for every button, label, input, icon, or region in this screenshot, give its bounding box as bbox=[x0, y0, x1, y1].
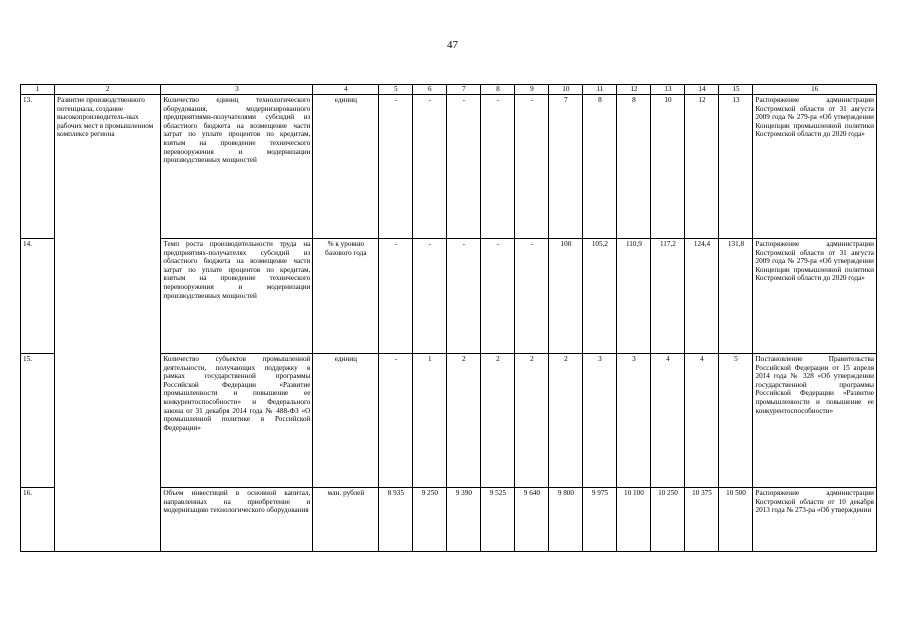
value-cell: - bbox=[379, 95, 413, 239]
value-cell: 9 390 bbox=[447, 488, 481, 552]
header-cell: 2 bbox=[55, 85, 161, 95]
value-cell: 8 bbox=[617, 95, 651, 239]
value-cell: - bbox=[379, 239, 413, 354]
header-cell: 6 bbox=[413, 85, 447, 95]
header-cell: 5 bbox=[379, 85, 413, 95]
value-cell: 2 bbox=[515, 354, 549, 488]
value-cell: 8 bbox=[583, 95, 617, 239]
header-cell: 8 bbox=[481, 85, 515, 95]
value-cell: 1 bbox=[413, 354, 447, 488]
value-cell: 100 bbox=[549, 239, 583, 354]
document-cell: Постановление Правительства Российской Федерации от 15 апреля 2014 года № 328 «Об утверждении государственной программы Российской Федерации «Развитие промышленности и повышение ее конкурентоспособности» bbox=[753, 354, 877, 488]
value-cell: 9 975 bbox=[583, 488, 617, 552]
row-number: 14. bbox=[21, 239, 55, 354]
document-cell: Распоряжение администрации Костромской области от 31 августа 2009 года № 279-ра «Об утверждении Концепции промышленной политики Костромской области до 2020 года» bbox=[753, 95, 877, 239]
value-cell: 110,9 bbox=[617, 239, 651, 354]
value-cell: 12 bbox=[685, 95, 719, 239]
row-number: 16. bbox=[21, 488, 55, 552]
value-cell: 9 250 bbox=[413, 488, 447, 552]
unit-cell: единиц bbox=[313, 354, 379, 488]
header-cell: 3 bbox=[161, 85, 313, 95]
value-cell: 3 bbox=[617, 354, 651, 488]
header-cell: 15 bbox=[719, 85, 753, 95]
row-number: 15. bbox=[21, 354, 55, 488]
header-cell: 11 bbox=[583, 85, 617, 95]
goal-cell: Развитие производственного потенциала, создание высокопроизводитель-ных рабочих мест в промышленном комплексе региона bbox=[55, 95, 161, 552]
value-cell: 4 bbox=[685, 354, 719, 488]
indicator-cell: Объем инвестиций в основной капитал, направленных на приобретение и модернизацию технологического оборудования bbox=[161, 488, 313, 552]
value-cell: - bbox=[481, 95, 515, 239]
value-cell: 10 100 bbox=[617, 488, 651, 552]
value-cell: - bbox=[515, 239, 549, 354]
header-row bbox=[21, 85, 877, 95]
value-cell: 7 bbox=[549, 95, 583, 239]
unit-cell: млн. рублей bbox=[313, 488, 379, 552]
page-number: 47 bbox=[447, 39, 458, 51]
header-cell: 14 bbox=[685, 85, 719, 95]
value-cell: 10 375 bbox=[685, 488, 719, 552]
value-cell: 10 500 bbox=[719, 488, 753, 552]
header-cell: 9 bbox=[515, 85, 549, 95]
table-row bbox=[21, 95, 877, 239]
value-cell: 124,4 bbox=[685, 239, 719, 354]
document-cell: Распоряжение администрации Костромской области от 31 августа 2009 года № 279-ра «Об утверждении Концепции промышленной политики Костромской области до 2020 года» bbox=[753, 239, 877, 354]
value-cell: - bbox=[447, 239, 481, 354]
header-cell: 1 bbox=[21, 85, 55, 95]
header-cell: 13 bbox=[651, 85, 685, 95]
value-cell: 4 bbox=[651, 354, 685, 488]
unit-cell: единиц bbox=[313, 95, 379, 239]
value-cell: - bbox=[413, 239, 447, 354]
value-cell: 9 525 bbox=[481, 488, 515, 552]
value-cell: 8 935 bbox=[379, 488, 413, 552]
value-cell: 9 640 bbox=[515, 488, 549, 552]
unit-cell: % к уровню базового года bbox=[313, 239, 379, 354]
value-cell: 9 800 bbox=[549, 488, 583, 552]
value-cell: - bbox=[379, 354, 413, 488]
header-cell: 16 bbox=[753, 85, 877, 95]
value-cell: 13 bbox=[719, 95, 753, 239]
value-cell: - bbox=[413, 95, 447, 239]
value-cell: 3 bbox=[583, 354, 617, 488]
document-cell: Распоряжение администрации Костромской области от 10 декабря 2013 года № 273-ра «Об утверждении bbox=[753, 488, 877, 552]
value-cell: 2 bbox=[481, 354, 515, 488]
header-cell: 10 bbox=[549, 85, 583, 95]
value-cell: 2 bbox=[549, 354, 583, 488]
header-cell: 4 bbox=[313, 85, 379, 95]
value-cell: 10 250 bbox=[651, 488, 685, 552]
value-cell: 2 bbox=[447, 354, 481, 488]
header-cell: 7 bbox=[447, 85, 481, 95]
value-cell: - bbox=[515, 95, 549, 239]
value-cell: 117,2 bbox=[651, 239, 685, 354]
value-cell: 105,2 bbox=[583, 239, 617, 354]
indicator-cell: Количество субъектов промышленной деятельности, получающих поддержку в рамках государственной программы Российской Федерации «Развитие промышленности и повышение ее конкурентоспособности» и Федерального закона от 31 декабря 2014 года № 488-ФЗ «О промышленной политике в Российской Федерации» bbox=[161, 354, 313, 488]
indicator-cell: Темп роста производительности труда на предприятиях-получателях субсидий из областного бюджета на возмещение части затрат по уплате процентов по кредитам, взятым на проведение технического перевооружения и модернизации производственных мощностей bbox=[161, 239, 313, 354]
value-cell: - bbox=[447, 95, 481, 239]
indicators-table bbox=[20, 84, 877, 552]
header-cell: 12 bbox=[617, 85, 651, 95]
row-number: 13. bbox=[21, 95, 55, 239]
value-cell: - bbox=[481, 239, 515, 354]
value-cell: 5 bbox=[719, 354, 753, 488]
value-cell: 131,8 bbox=[719, 239, 753, 354]
indicator-cell: Количество единиц технологического оборудования, модернизированного предприятиями-получателями субсидий из областного бюджета на возмещение части затрат по уплате процентов по кредитам, взятым на проведение технического перевооружения и модернизации производственных мощностей bbox=[161, 95, 313, 239]
value-cell: 10 bbox=[651, 95, 685, 239]
